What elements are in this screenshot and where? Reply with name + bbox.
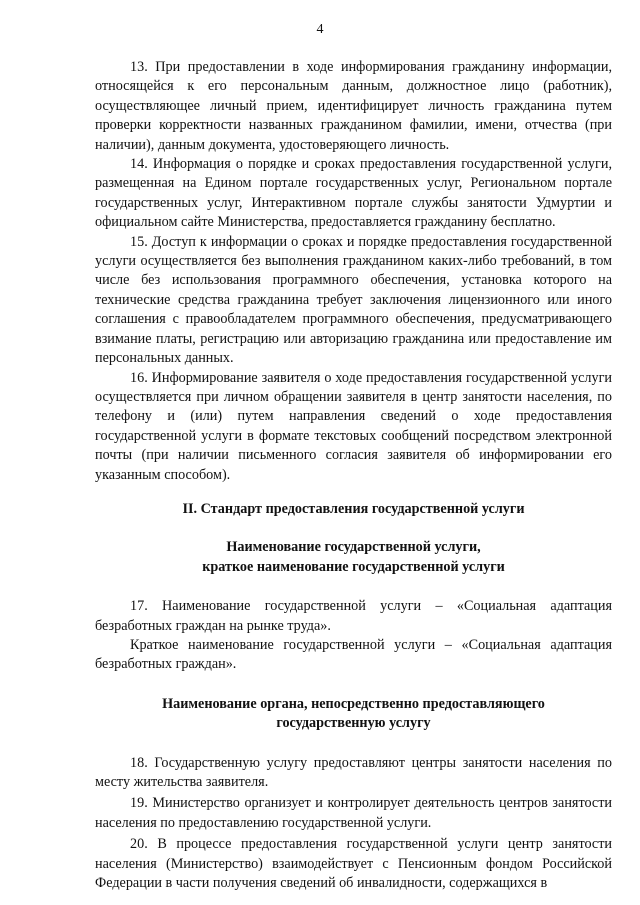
paragraph-16: 16. Информирование заявителя о ходе предоставления государственной услуги осуществляется при личном обращении заявителя в центр занятости населения, по телефону и (или) путем направления сведений о ходе предоставления государственной услуги в формате текстовых сообщений посредством электронной почты (при наличии письменного согласия заявителя об информировании его указанным способом). xyxy=(95,369,612,483)
paragraph-17: 17. Наименование государственной услуги – «Социальная адаптация безработных граждан на рынке труда». xyxy=(95,598,612,634)
paragraph-13: 13. При предоставлении в ходе информирования гражданину информации, относящейся к его персональным данным, должностное лицо (работник), осуществляющее личный прием, идентифицирует личность гражданина путем проверки корректности названных гражданином фамилии, имени, отчества (при наличии), данным документа, удостоверяющего личность. xyxy=(95,59,612,153)
section-heading: II. Стандарт предоставления государственной услуги xyxy=(182,500,525,517)
paragraph-short-name: Краткое наименование государственной услуги – «Социальная адаптация безработных граждан». xyxy=(95,636,612,673)
subheading-service-provider xyxy=(95,695,612,734)
paragraph-14: 14. Информация о порядке и сроках предоставления государственной услуги, размещенная на Едином портале государственных услуг, Региональном портале государственных услуг, Интерактивном портале службы занятости Удмуртии и официальном сайте Министерства, предоставляется гражданину бесплатно. xyxy=(95,156,612,231)
subheading-service-name-line2: краткое наименование государственной услуги xyxy=(202,558,505,575)
subheading-service-name xyxy=(95,538,612,577)
subheading-service-provider-line2: государственную услугу xyxy=(276,715,431,732)
subheading-service-name-line1: Наименование государственной услуги, xyxy=(226,539,481,556)
page-number: 4 xyxy=(316,22,324,37)
paragraph-15: 15. Доступ к информации о сроках и порядке предоставления государственной услуги осуществляется без выполнения гражданином каких-либо требований, в том числе без использования программного обеспечения, установка которого на технические средства гражданина требует заключения лицензионного или иного соглашения с правообладателем программного обеспечения, предусматривающего взимание платы, регистрацию или авторизацию гражданина или предоставление им персональных данных. xyxy=(95,233,612,367)
document-body xyxy=(95,58,612,893)
paragraph-18: 18. Государственную услугу предоставляют центры занятости населения по месту жительства заявителя. xyxy=(95,754,612,790)
subheading-service-provider-line1: Наименование органа, непосредственно предоставляющего xyxy=(162,695,545,712)
paragraph-19: 19. Министерство организует и контролирует деятельность центров занятости населения по предоставлению государственной услуги. xyxy=(95,795,612,831)
paragraph-20: 20. В процессе предоставления государственной услуги центр занятости населения (Министерство) взаимодействует с Пенсионным фондом Российской Федерации в части получения сведений об инвалидности, содержащихся в xyxy=(95,836,612,892)
